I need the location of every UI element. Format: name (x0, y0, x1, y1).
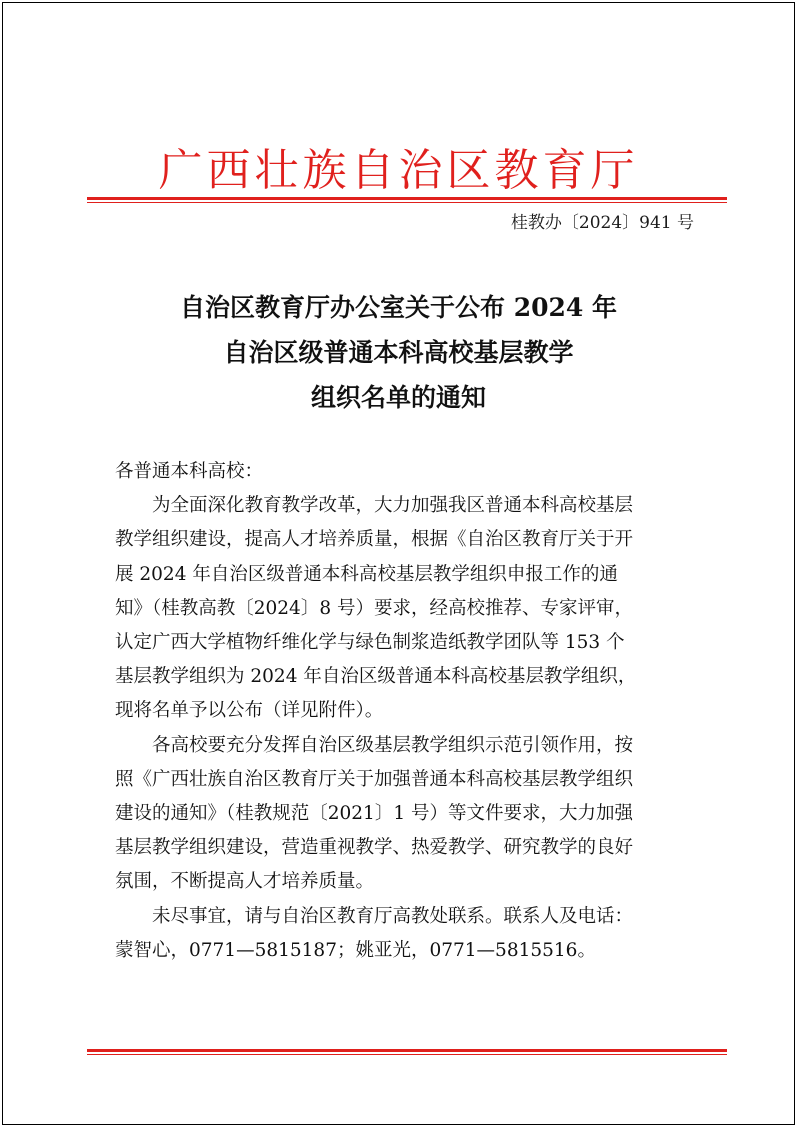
document-page (2, 2, 795, 1125)
masthead-org-name: 广西壮族自治区教育厅 (158, 145, 639, 196)
paragraph-line: 基层教学组织为 2024 年自治区级普通本科高校基层教学组织， (115, 666, 637, 688)
paragraph (115, 900, 715, 968)
paragraph-line: 现将名单予以公布（详见附件）。 (115, 700, 384, 722)
paragraph-line: 未尽事宜，请与自治区教育厅高教处联系。联系人及电话： (152, 905, 634, 927)
paragraph-line: 各高校要充分发挥自治区级基层教学组织示范引领作用，按 (152, 734, 634, 756)
masthead-red-rule-thick (87, 197, 727, 200)
paragraph-line: 教学组织建设，提高人才培养质量，根据《自治区教育厅关于开 (115, 529, 634, 551)
document-body (115, 455, 715, 968)
paragraph-line: 蒙智心，0771—5815187；姚亚光，0771—5815516。 (115, 939, 596, 961)
title-line: 组织名单的通知 (310, 383, 486, 412)
paragraph-line: 基层教学组织建设，营造重视教学、热爱教学、研究教学的良好 (115, 837, 634, 859)
paragraph-line: 氛围，不断提高人才培养质量。 (115, 871, 375, 893)
footer-red-rule-thin (87, 1054, 727, 1055)
masthead-red-rule-thin (87, 202, 727, 203)
paragraph-line: 照《广西壮族自治区教育厅关于加强普通本科高校基层教学组织 (115, 768, 634, 790)
title-line: 自治区级普通本科高校基层教学 (223, 338, 574, 367)
document-number: 桂教办〔2024〕941 号 (510, 213, 694, 233)
paragraph-line: 展 2024 年自治区级普通本科高校基层教学组织申报工作的通 (115, 563, 618, 585)
paragraph (115, 729, 715, 900)
paragraph (115, 489, 715, 728)
title-line: 自治区教育厅办公室关于公布 2024 年 (180, 293, 617, 322)
paragraph-line: 认定广西大学植物纤维化学与绿色制浆造纸教学团队等 153 个 (115, 632, 625, 654)
paragraph-line: 为全面深化教育教学改革，大力加强我区普通本科高校基层 (152, 495, 634, 517)
paragraph-line: 建设的通知》（桂教规范〔2021〕1 号）等文件要求，大力加强 (115, 803, 633, 825)
paragraph-line: 知》（桂教高教〔2024〕8 号）要求，经高校推荐、专家评审， (115, 597, 633, 619)
document-title (3, 285, 794, 420)
addressee: 各普通本科高校： (115, 461, 264, 482)
footer-red-rule-thick (87, 1049, 727, 1052)
